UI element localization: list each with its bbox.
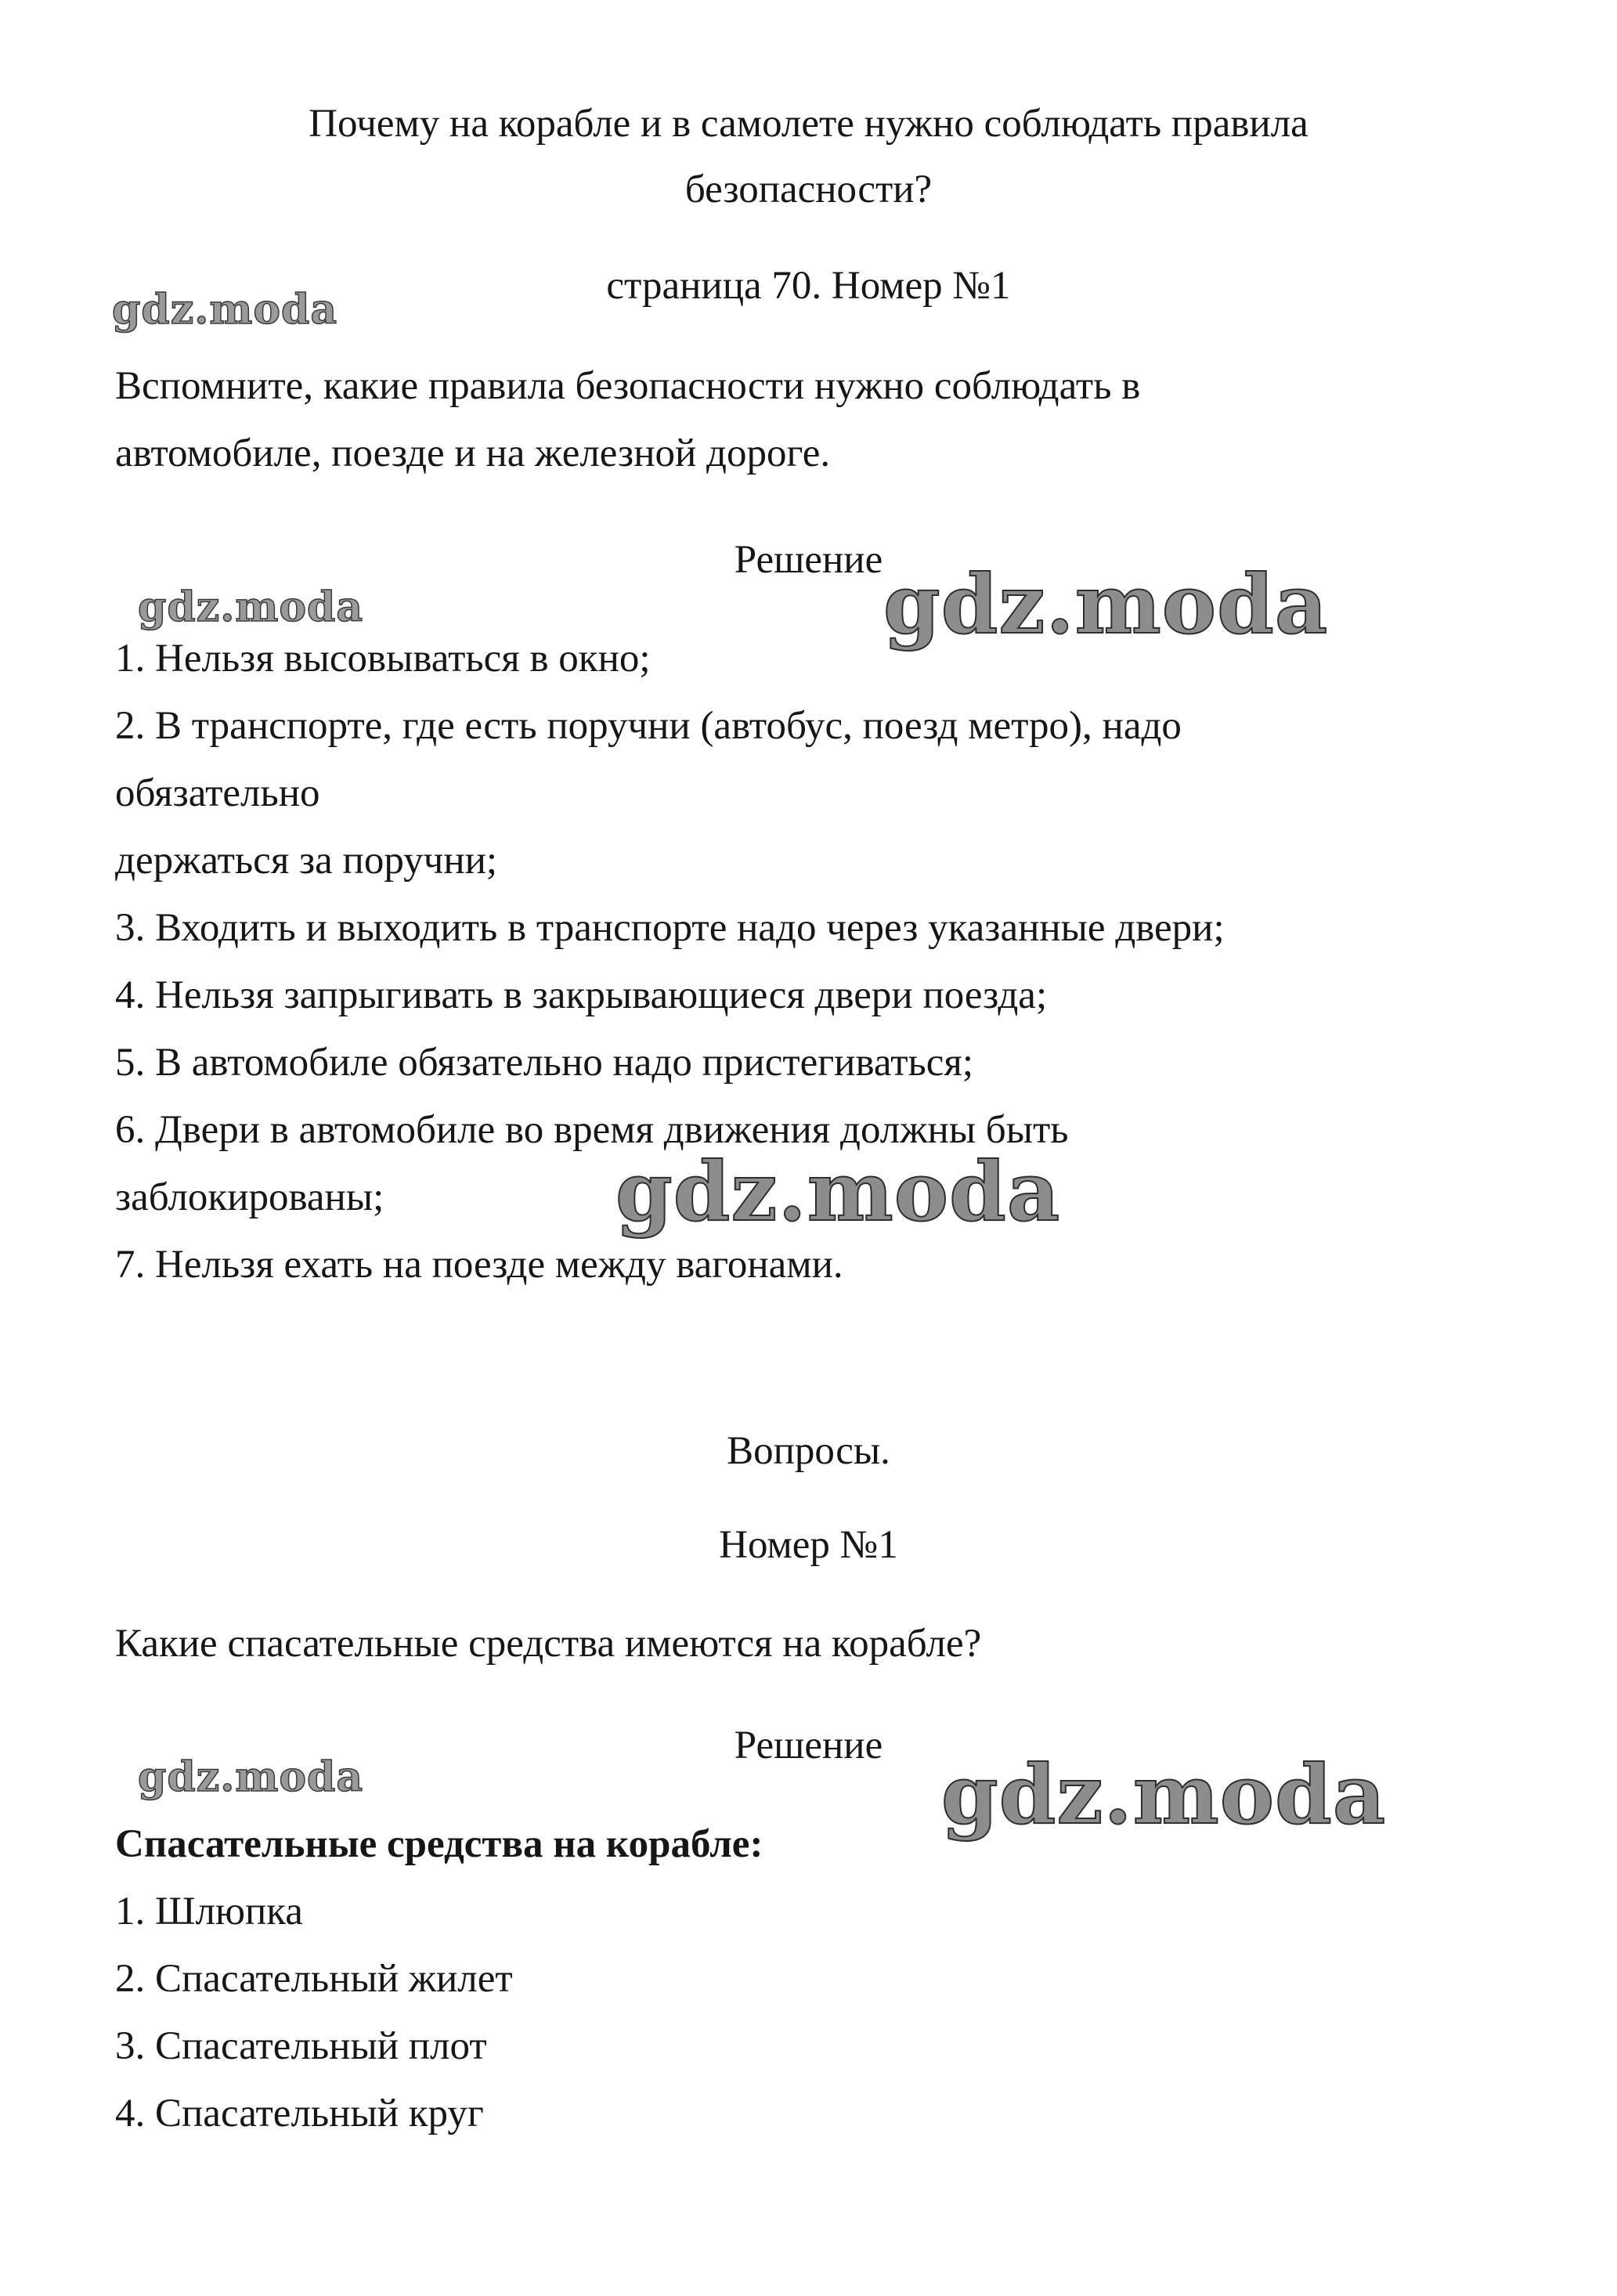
rescue-item-1: 1. Шлюпка bbox=[115, 1890, 303, 1933]
page-reference: страница 70. Номер №1 bbox=[606, 264, 1011, 308]
question-number: Номер №1 bbox=[719, 1523, 898, 1567]
question-text: Какие спасательные средства имеются на корабле? bbox=[115, 1622, 982, 1666]
watermark-logo: gdz.moda bbox=[138, 1753, 364, 1801]
task-text-line-1: Вспомните, какие правила безопасности нужно соблюдать в bbox=[115, 364, 1141, 408]
answer-line-1: 1. Нельзя высовываться в окно; bbox=[115, 637, 651, 680]
answer-line-6: 4. Нельзя запрыгивать в закрывающиеся двери поезда; bbox=[115, 973, 1048, 1017]
answer-line-3: обязательно bbox=[115, 771, 320, 815]
watermark-logo: gdz.moda bbox=[138, 583, 364, 631]
questions-heading: Вопросы. bbox=[727, 1429, 890, 1473]
rescue-item-2: 2. Спасательный жилет bbox=[115, 1957, 513, 2001]
solution-heading-2: Решение bbox=[734, 1724, 883, 1767]
answer-line-2: 2. В транспорте, где есть поручни (автобус, поезд метро), надо bbox=[115, 704, 1182, 748]
answer-line-5: 3. Входить и выходить в транспорте надо через указанные двери; bbox=[115, 906, 1225, 950]
answer-line-4: держаться за поручни; bbox=[115, 839, 498, 883]
rescue-item-3: 3. Спасательный плот bbox=[115, 2024, 487, 2068]
watermark-logo: gdz.moda bbox=[941, 1746, 1387, 1843]
solution-heading-1: Решение bbox=[734, 538, 883, 582]
watermark-logo: gdz.moda bbox=[883, 556, 1329, 652]
task-text-line-2: автомобиле, поезде и на железной дороге. bbox=[115, 431, 831, 475]
answer-line-8: 6. Двери в автомобиле во время движения должны быть bbox=[115, 1108, 1069, 1152]
rescue-item-4: 4. Спасательный круг bbox=[115, 2092, 484, 2135]
page-title: Почему на корабле и в самолете нужно соблюдать правила безопасности? bbox=[309, 102, 1308, 211]
answer-line-10: 7. Нельзя ехать на поезде между вагонами. bbox=[115, 1243, 843, 1287]
answer-line-9: заблокированы; bbox=[115, 1175, 384, 1219]
rescue-heading: Спасательные средства на корабле: bbox=[115, 1822, 763, 1866]
watermark-logo: gdz.moda bbox=[615, 1143, 1061, 1240]
watermark-logo: gdz.moda bbox=[112, 286, 338, 334]
answer-line-7: 5. В автомобиле обязательно надо пристегиваться; bbox=[115, 1041, 974, 1085]
